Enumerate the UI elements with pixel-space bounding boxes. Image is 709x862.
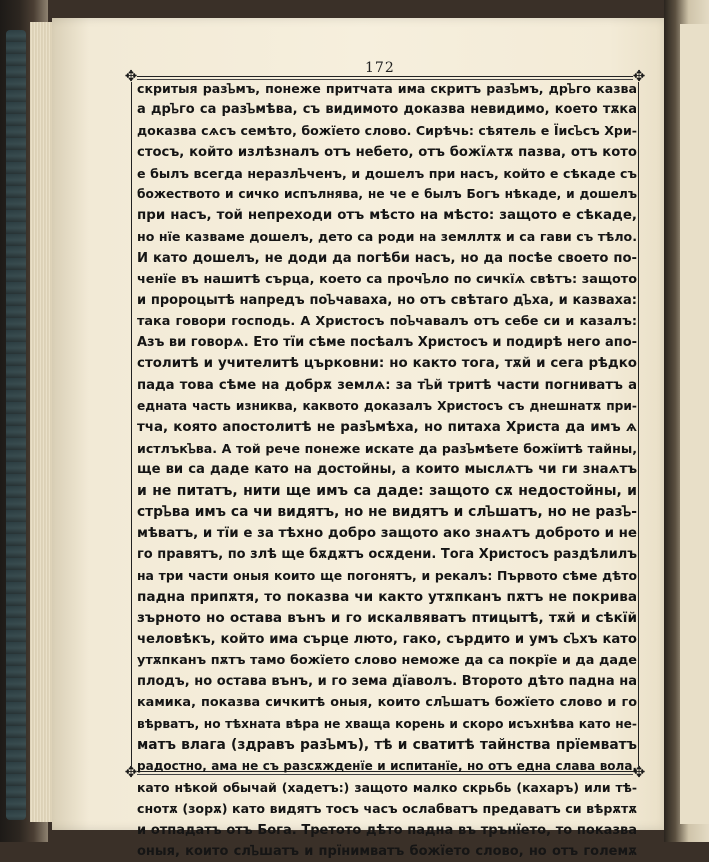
text-line: като нѣкой обычай (хадетъ:) защото малко скрьбь (кахаръ) или тѣ- (137, 780, 637, 796)
ornate-corner-icon: ✥ (124, 67, 138, 85)
ornate-corner-icon: ✥ (124, 763, 138, 781)
text-line: человѣкъ, който има сърце лютo, гако, сърдито и умъ сᲆхъ като (137, 631, 637, 647)
facing-page-edge (680, 24, 709, 824)
text-line: вѣрватъ, но тѣхната вѣра не хваща корень и скоро исъхнѣва като не- (137, 716, 637, 731)
text-line: при насъ, той непреходи отъ мѣсто на мѣсто: защото е сѣкаде, (137, 208, 637, 224)
ornate-corner-icon: ✥ (632, 67, 646, 85)
text-line: истлъкᲆва. А той рече понеже искате да разᲆмѣете божїитѣ тайны, (137, 441, 637, 457)
text-line: доказва сѧсъ семѣто, божїето слово. Сирѣчь: сѣятель е Їисᲆсъ Хри- (137, 123, 637, 139)
text-line: пада това сѣме на добрѫ землѧ: за тᲆй тритѣ части погниватъ а (137, 377, 637, 393)
text-line: ще ви са даде като на достойны, а които мыслѧтъ чи ги знаѧтъ (137, 462, 637, 478)
text-line: И като дошелъ, не доди да погѣби насъ, но да посѣе своето по- (137, 250, 637, 266)
text-line: скритыя разᲆмъ, понеже притчата има скритъ разᲆмъ, дрᲆго казва (137, 81, 637, 96)
page-body-text (137, 78, 637, 862)
frame-right-rule (638, 82, 639, 766)
text-line: камика, показва сичкитѣ оныя, които слᲆшатъ божїето слово и го (137, 695, 637, 711)
text-line: утѫпканъ пѫтъ тамо божїето слово неможе да са покрїе и да даде (137, 653, 637, 669)
text-line: плодъ, но остава вънъ, и го зема дїаволъ. Второто дѣто падна на (137, 674, 637, 690)
frame-left-rule (131, 82, 132, 766)
text-line: оныя, които слᲆшатъ и прїнимватъ божїето слово, но отъ големѫ (137, 843, 637, 859)
ornate-corner-icon: ✥ (632, 763, 646, 781)
text-line: Азъ ви говорѧ. Ето тїи сѣме посѣалъ Христосъ и подирѣ него апо- (137, 335, 637, 351)
frame-top-rule (137, 76, 633, 77)
text-line: падна припѫтя, то показва чи както утѫпканъ пѫтъ не покрива (137, 588, 637, 605)
text-line: но нїе казваме дошелъ, дето са роди на земллтѫ и са гави съ тѣло. (137, 229, 637, 245)
text-line: и не питатъ, нити ще имъ са даде: защото сѫ недостойны, и (137, 482, 637, 499)
text-line: столитѣ и учителитѣ църковни: но както тога, тѫй и сега рѣдко (137, 356, 637, 372)
page-number: 172 (365, 60, 395, 76)
text-line: мѣватъ, и тїи е за тѣхно добро защото ако знаѧтъ доброто и не (137, 525, 637, 541)
text-line: матъ влага (здравъ разᲆмъ), тѣ и сватитѣ тайнства прїемватъ (137, 736, 637, 753)
text-line: така говори господь. А Христосъ поᲆчавалъ отъ себе си и казалъ: (137, 314, 637, 330)
text-line: божеството и сичко испълнява, не че е былъ Богъ нѣкаде, и дошелъ (137, 186, 637, 201)
text-line: радостно, ама не съ разсѫжденїе и испитанїе, но отъ една слава вола, (137, 759, 637, 773)
text-line: стосъ, който излѣзналъ отъ небето, отъ божїѧтѫ пазва, отъ кото (137, 144, 637, 160)
text-line: на три части оныя които ще погонятъ, и рекалъ: Първото сѣме дѣто (137, 568, 637, 584)
text-line: зърното но остава вънъ и го искалвяватъ птицытѣ, тѫй и сѣкїй (137, 609, 637, 626)
text-line: ченїе въ нашитѣ сърца, което са прочᲆло по сичкїѧ свѣтъ: защото (137, 271, 637, 287)
text-line: е былъ всегда неразлᲆченъ, и дошелъ при насъ, който е сѣкаде съ (137, 165, 637, 181)
text-line: тча, която апостолитѣ не разᲆмѣха, но питаха Христа да имъ ѧ (137, 420, 637, 435)
text-line: снотѫ (зорѫ) като видятъ тосъ часъ ослабватъ предаватъ си вѣрѫтѫ (137, 801, 637, 817)
text-line: и пророцытѣ напредъ поᲆчаваха, но отъ свѣтаго дᲆха, и казваха: (137, 292, 637, 308)
text-line: едната часть изниква, каквото доказалъ Христосъ съ днешнатѫ при- (137, 398, 637, 413)
text-line: и отпадатъ отъ Бога. Третото дѣто падна въ трънїето, то показва (137, 822, 637, 838)
book-cover-binding (6, 30, 26, 820)
text-line: го правятъ, по злѣ ще бѫдѫтъ осѫдени. Тога Христосъ раздѣлилъ (137, 547, 637, 563)
text-line: а дрᲆго са разᲆмѣва, съ видимото доказва невидимо, което тѫка (137, 102, 637, 118)
text-line: стрᲆва имъ са чи видятъ, но не видятъ и слᲆшатъ, но не разᲆ- (137, 503, 637, 520)
